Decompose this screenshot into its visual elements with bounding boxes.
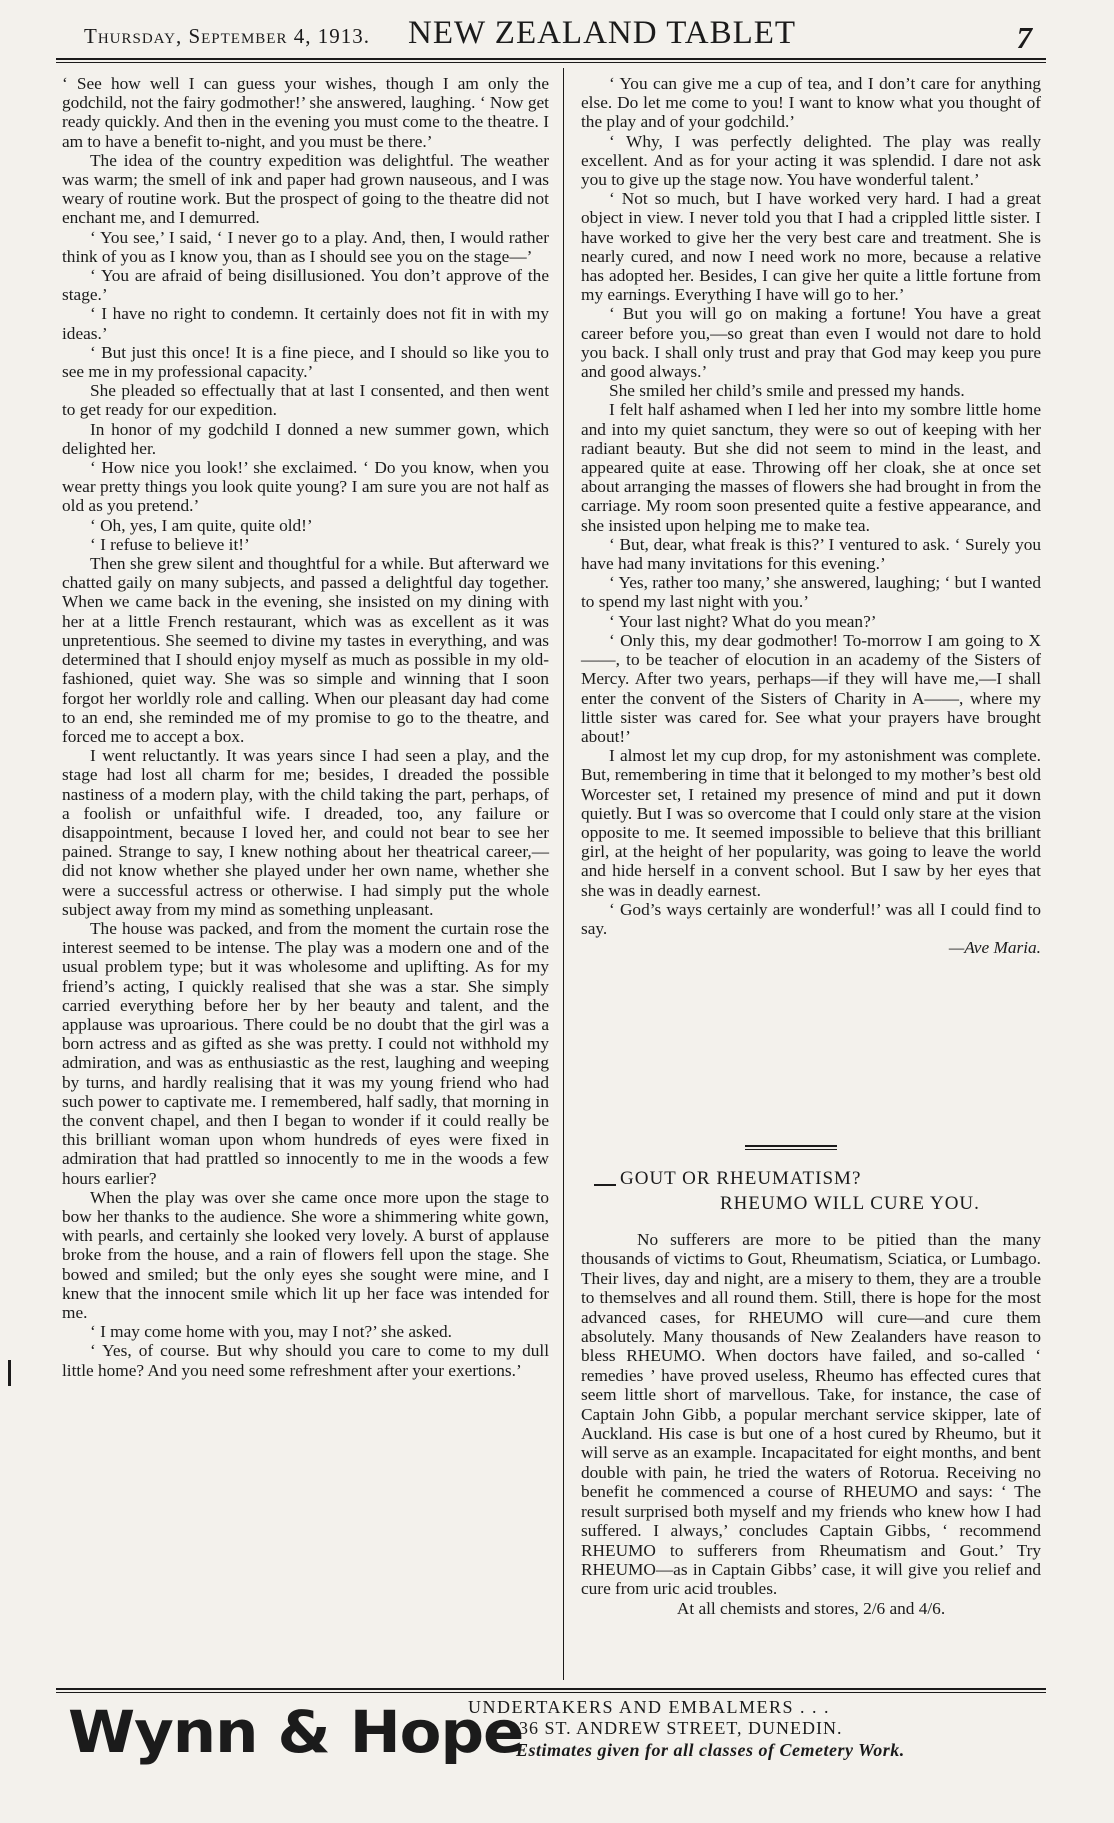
page-number: 7 <box>1016 20 1032 55</box>
left-column <box>62 74 549 1380</box>
paragraph: I felt half ashamed when I led her into my sombre little home and into my quiet sanctum, they were so out of keeping with her radiant beauty. But she did not seem to mind in the least, and appeared quite at ease. Throwing off her cloak, she at once set about arranging the masses of flowers she had brought in from the carriage. My room soon presented quite a festive appearance, and she insisted upon helping me to make tea. <box>581 400 1041 535</box>
paragraph: The idea of the country expedition was delightful. The weather was warm; the smell of ink and paper had grown nauseous, and I was weary of routine work. But the prospect of going to the theatre did not enchant me, and I demurred. <box>62 150 549 228</box>
paragraph: When the play was over she came once more upon the stage to bow her thanks to the audience. She wore a shimmering white gown, with pearls, and certainly she looked very lovely. A burst of applause broke from the house, and a rain of flowers fell upon the stage. She bowed and smiled; but the only eyes she sought were mine, and I knew that the innocent smile which lit up her face was intended for me. <box>62 1187 549 1322</box>
ad-heading-2: RHEUMO WILL CURE YOU. <box>720 1193 980 1214</box>
paragraph: ‘ You can give me a cup of tea, and I don’t care for anything else. Do let me come to you! I want to know what you thought of the play and of your godchild.’ <box>581 74 1041 132</box>
paragraph: In honor of my godchild I donned a new summer gown, which delighted her. <box>62 419 549 458</box>
paragraph: ‘ I refuse to believe it!’ <box>90 534 250 554</box>
paragraph: ‘ How nice you look!’ she exclaimed. ‘ Do you know, when you wear pretty things you look quite young? I am sure you are not half as old as you pretend.’ <box>62 458 549 516</box>
paragraph: She pleaded so effectually that at last I consented, and then went to get ready for our expedition. <box>62 381 549 420</box>
section-rule <box>745 1145 837 1147</box>
undertaker-line-1: UNDERTAKERS AND EMBALMERS . . . <box>468 1697 831 1717</box>
paragraph: ‘ But, dear, what freak is this?’ I ventured to ask. ‘ Surely you have had many invitations for this evening.’ <box>581 534 1041 574</box>
footer-rule <box>56 1688 1046 1690</box>
credit-text: —Ave Maria. <box>948 938 1041 958</box>
paragraph: ‘ See how well I can guess your wishes, though I am only the godchild, not the fairy godmother!’ she answered, laughing. ‘ Now get ready quickly. And then in the evening you must come to the theatre. I am to have a benefit to-night, and you must be there.’ <box>62 74 549 151</box>
ad-heading-1: GOUT OR RHEUMATISM? <box>620 1168 862 1189</box>
paragraph: ‘ I have no right to condemn. It certainly does not fit in with my ideas.’ <box>62 304 549 343</box>
paragraph: ‘ But you will go on making a fortune! You have a great career before you,—so great than even I would not dare to hold you back. I shall only trust and pray that God may keep you pure and good always.’ <box>581 304 1041 382</box>
paragraph: ‘ You are afraid of being disillusioned. You don’t approve of the stage.’ <box>62 266 549 305</box>
paragraph: ‘ You see,’ I said, ‘ I never go to a play. And, then, I would rather think of you as I know you, than as I should see you on the stage—’ <box>62 227 549 266</box>
article-credit <box>581 938 1041 957</box>
masthead <box>56 14 1046 60</box>
paragraph: I went reluctantly. It was years since I had seen a play, and the stage had lost all charm for me; besides, I dreaded the possible nastiness of a modern play, with the child taking the part, perhaps, of a foolish or unfaithful wife. I dreaded, too, any failure or disappointment, because I loved her, and could not bear to see her pained. Strange to say, I knew nothing about her theatrical career,—did not know whether she played under her own name, whether she were a successful actress or otherwise. I had simply put the whole subject away from my mind as something unpleasant. <box>62 746 549 919</box>
paragraph: Then she grew silent and thoughtful for a while. But afterward we chatted gaily on many subjects, and passed a delightful day together. When we came back in the evening, she insisted on my dining with her at a little French restaurant, which was as excellent as it was unpretentious. She seemed to divine my tastes in everything, and was determined that I should enjoy myself as much as possible in my old-fashioned, quiet way. She was so simple and winning that I soon forgot her worldly role and calling. When our pleasant day had come to an end, she reminded me of my promise to go to the theatre, and forced me to accept a box. <box>62 554 549 746</box>
issue-date: Thursday, September 4, 1913. <box>84 24 370 48</box>
ad-dash <box>594 1184 616 1186</box>
paragraph: ‘ Yes, of course. But why should you care to come to my dull little home? And you need some refreshment after your exertions.’ <box>62 1341 549 1380</box>
paragraph: ‘ Not so much, but I have worked very hard. I had a great object in view. I never told you that I had a crippled little sister. I have worked to give her the very best care and treatment. She is nearly cured, and now I need work no more, because a relative has adopted her. Besides, I can give her quite a little fortune from my earnings. Everything I have will go to her.’ <box>581 189 1041 305</box>
ad-body <box>581 1230 1041 1618</box>
paragraph: ‘ Your last night? What do you mean?’ <box>609 611 877 631</box>
masthead-rule <box>56 58 1046 60</box>
right-column <box>581 74 1041 957</box>
ad-paragraph: No sufferers are more to be pitied than the many thousands of victims to Gout, Rheumatism, Sciatica, or Lumbago. Their lives, day and night, are a misery to them, they are a trouble to themselves and all round them. Still, there is hope for the most advanced cases, for RHEUMO will cure—and cure them absolutely. Many thousands of New Zealanders have reason to bless RHEUMO. When doctors have failed, and so-called ‘ remedies ’ have proved useless, Rheumo has effected cures that seem little short of marvellous. Take, for instance, the case of Captain John Gibb, a popular merchant service skipper, late of Auckland. His case is but one of a host cured by Rheumo, but it will serve as an example. Incapacitated for eight months, and bent double with pain, he tried the waters of Rotorua. Receiving no benefit he commenced a course of RHEUMO and says: ‘ The result surprised both myself and my friends who knew how I had suffered. I always,’ concludes Captain Gibbs, ‘ recommend RHEUMO to sufferers from Rheumatism and Gout.’ Try RHEUMO—as in Captain Gibbs’ case, it will give you relief and cure from uric acid troubles. <box>581 1230 1041 1599</box>
paragraph: ‘ God’s ways certainly are wonderful!’ was all I could find to say. <box>581 899 1041 938</box>
section-rule-thin <box>745 1149 837 1150</box>
newspaper-title: NEW ZEALAND TABLET <box>408 15 797 51</box>
paragraph: I almost let my cup drop, for my astonishment was complete. But, remembering in time that it belonged to my mother’s best old Worcester set, I retained my presence of mind and put it down quietly. But I was so overcome that I could only stare at the vision opposite to me. It seemed impossible to believe that this brilliant girl, at the height of her popularity, was going to leave the world and hide herself in a convent school. But I saw by her eyes that she was in deadly earnest. <box>581 746 1041 900</box>
paragraph: ‘ Oh, yes, I am quite, quite old!’ <box>90 515 313 535</box>
footer-rule-thin <box>56 1692 1046 1693</box>
undertaker-tagline: Estimates given for all classes of Cemetery Work. <box>516 1740 905 1760</box>
undertaker-address: 36 ST. ANDREW STREET, DUNEDIN. <box>519 1718 843 1738</box>
ad-footer-line: At all chemists and stores, 2/6 and 4/6. <box>676 1598 946 1618</box>
column-divider <box>563 68 564 1680</box>
paragraph: The house was packed, and from the moment the curtain rose the interest seemed to be intense. The play was a modern one and of the usual problem type; but it was wholesome and uplifting. As for my friend’s acting, I quickly realised that she was a star. She simply carried everything before her by her beauty and talent, and the applause was uproarious. There could be no doubt that the girl was a born actress and as gifted as she was pretty. I could not withhold my admiration, and was as enthusiastic as the rest, laughing and weeping by turns, and hardly realising that it was my young friend who had such power to captivate me. I remembered, half sadly, that morning in the convent chapel, and then I began to wonder if it could really be this brilliant woman upon whom hundreds of eyes were fixed in admiration that had prattled so innocently to me in the woods a few hours earlier? <box>62 918 549 1188</box>
paragraph: ‘ Only this, my dear godmother! To-morrow I am going to X——, to be teacher of elocution in an academy of the Sisters of Mercy. After two years, perhaps—if they will have me,—I shall enter the convent of the Sisters of Charity in A——, where my little sister was cared for. See what your prayers have brought about!’ <box>581 630 1041 746</box>
paragraph: ‘ Why, I was perfectly delighted. The play was really excellent. And as for your acting it was splendid. I dare not ask you to give up the stage now. You have wonderful talent.’ <box>581 131 1041 190</box>
undertaker-brand: Wynn & Hope <box>68 1698 524 1766</box>
masthead-rule-thin <box>56 62 1046 63</box>
margin-mark <box>8 1360 11 1386</box>
paragraph: She smiled her child’s smile and pressed my hands. <box>609 381 965 401</box>
paragraph: ‘ I may come home with you, may I not?’ she asked. <box>90 1322 453 1342</box>
paragraph: ‘ Yes, rather too many,’ she answered, laughing; ‘ but I wanted to spend my last night with you.’ <box>581 573 1041 612</box>
paragraph: ‘ But just this once! It is a fine piece, and I should so like you to see me in my professional capacity.’ <box>62 342 549 382</box>
